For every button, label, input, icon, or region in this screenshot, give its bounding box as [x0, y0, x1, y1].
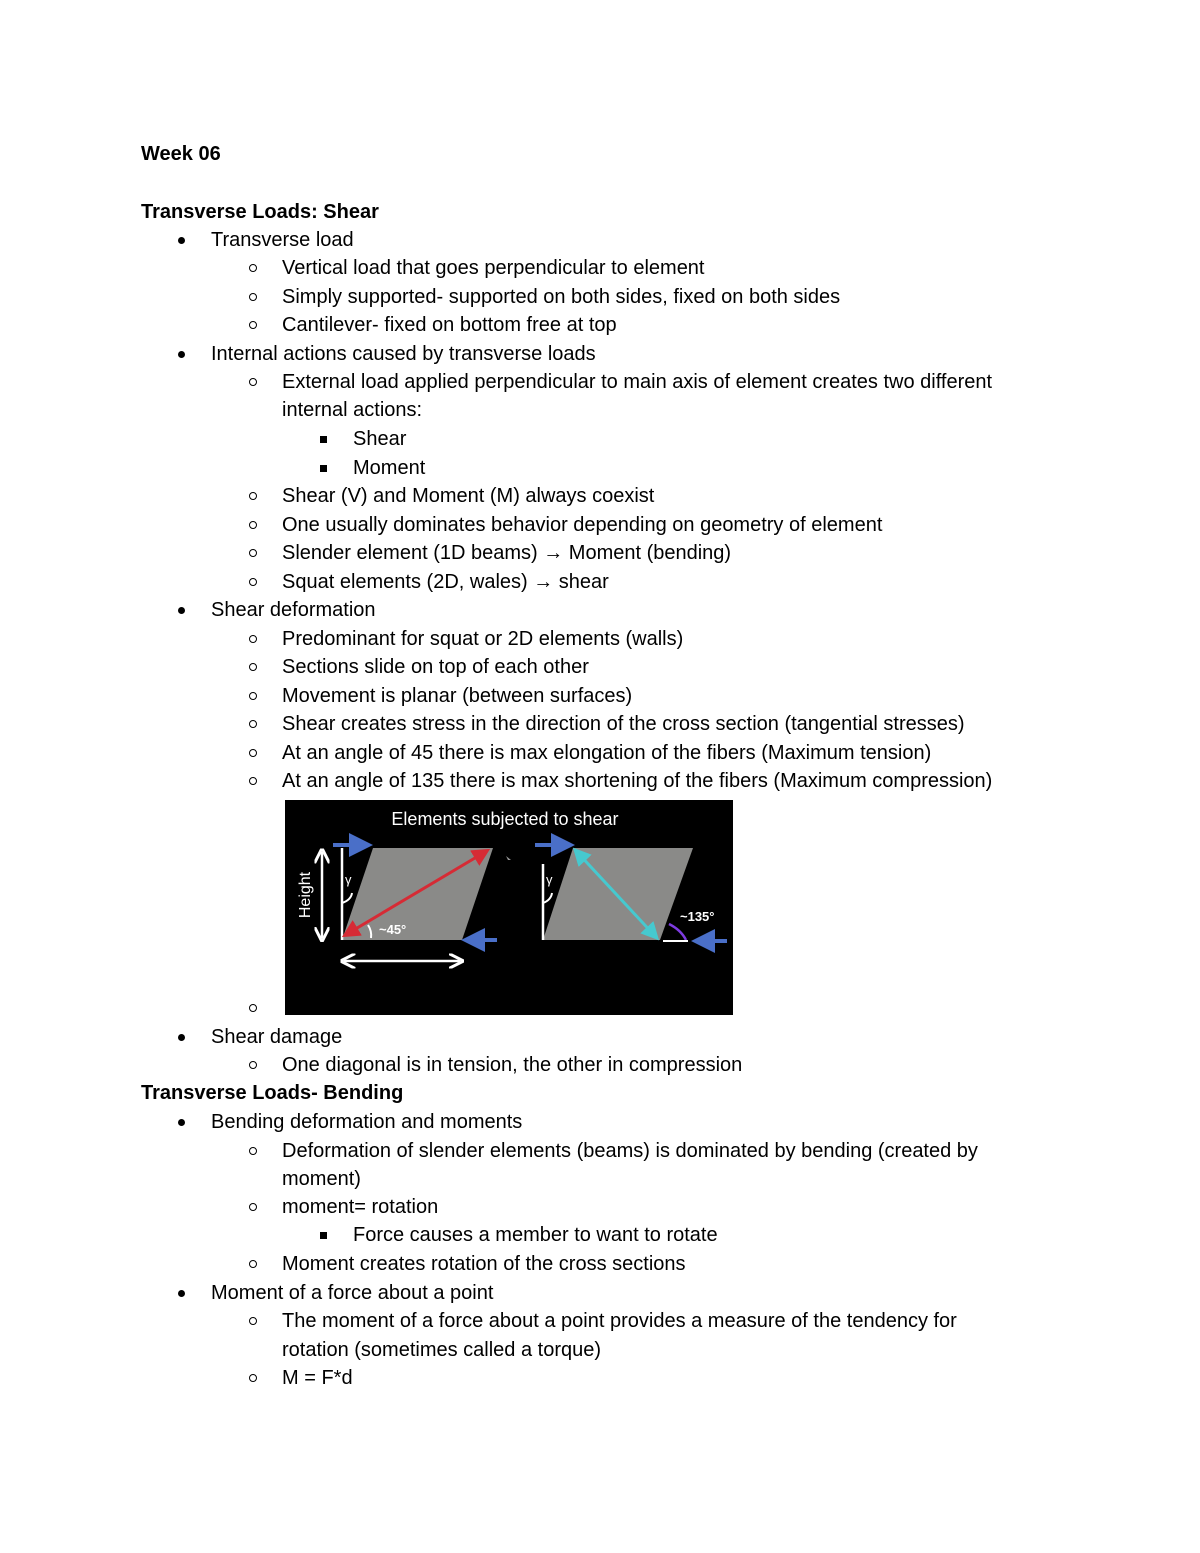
circle-bullet-icon: [249, 692, 257, 700]
section-heading-shear: Transverse Loads: Shear: [141, 201, 379, 223]
list-item: moment= rotation: [282, 1196, 439, 1218]
square-bullet-icon: [320, 465, 327, 472]
circle-bullet-icon: [249, 1374, 257, 1382]
circle-bullet-icon: [249, 378, 257, 386]
circle-bullet-icon: [249, 1147, 257, 1155]
bullet-icon: [178, 1290, 185, 1297]
circle-bullet-icon: [249, 321, 257, 329]
list-item: Bending deformation and moments: [211, 1111, 523, 1133]
list-item: Simply supported- supported on both sides, fixed on both sides: [282, 286, 841, 308]
list-item: Moment creates rotation of the cross sections: [282, 1253, 686, 1275]
list-item: Shear creates stress in the direction of the cross section (tangential stresses): [282, 713, 965, 735]
list-item: External load applied perpendicular to main axis of element creates two different: [282, 371, 993, 393]
list-item: Predominant for squat or 2D elements (walls): [282, 628, 684, 650]
list-item: At an angle of 135 there is max shortening of the fibers (Maximum compression): [282, 770, 993, 792]
bullet-icon: [178, 607, 185, 614]
list-item: The moment of a force about a point provides a measure of the tendency for: [282, 1310, 957, 1332]
list-item: One usually dominates behavior depending on geometry of element: [282, 514, 883, 536]
angle-arc-135: [669, 924, 686, 940]
list-item: Sections slide on top of each other: [282, 656, 589, 678]
gamma-arc: [342, 893, 352, 903]
bullet-icon: [178, 1119, 185, 1126]
circle-bullet-icon: [249, 492, 257, 500]
list-item: Shear: [353, 428, 407, 450]
list-item: At an angle of 45 there is max elongation of the fibers (Maximum tension): [282, 742, 932, 764]
circle-bullet-icon: [249, 1061, 257, 1069]
bullet-icon: [178, 237, 185, 244]
gamma-label: γ: [345, 872, 352, 887]
circle-bullet-icon: [249, 293, 257, 301]
circle-bullet-icon: [249, 1004, 257, 1012]
angle-label-135: ~135°: [680, 909, 715, 924]
circle-bullet-icon: [249, 521, 257, 529]
shear-diagram-image: [285, 800, 733, 1015]
circle-bullet-icon: [249, 1317, 257, 1325]
cursor-icon: [506, 856, 511, 860]
square-bullet-icon: [320, 1232, 327, 1239]
list-item-continued: rotation (sometimes called a torque): [282, 1339, 602, 1361]
list-item-continued: moment): [282, 1168, 361, 1190]
circle-bullet-icon: [249, 549, 257, 557]
list-item: Internal actions caused by transverse loads: [211, 343, 596, 365]
list-item: One diagonal is in tension, the other in compression: [282, 1054, 743, 1076]
circle-bullet-icon: [249, 635, 257, 643]
bullet-icon: [178, 351, 185, 358]
section-heading-bending: Transverse Loads- Bending: [141, 1082, 404, 1104]
gamma-label: γ: [546, 872, 553, 887]
list-item: Moment: [353, 457, 426, 479]
list-item: Shear (V) and Moment (M) always coexist: [282, 485, 655, 507]
circle-bullet-icon: [249, 578, 257, 586]
list-item: Vertical load that goes perpendicular to element: [282, 257, 705, 279]
figure-title: Elements subjected to shear: [391, 809, 619, 829]
angle-label-45: ~45°: [379, 922, 407, 937]
circle-bullet-icon: [249, 1203, 257, 1211]
list-item: M = F*d: [282, 1367, 353, 1389]
list-item: Movement is planar (between surfaces): [282, 685, 633, 707]
circle-bullet-icon: [249, 264, 257, 272]
list-item: Moment of a force about a point: [211, 1282, 494, 1304]
list-item: Force causes a member to want to rotate: [353, 1224, 718, 1246]
list-item: Slender element (1D beams) → Moment (bending): [282, 542, 732, 564]
circle-bullet-icon: [249, 749, 257, 757]
gamma-arc: [543, 893, 552, 903]
list-item: Transverse load: [211, 229, 354, 251]
list-item: Squat elements (2D, wales) → shear: [282, 571, 609, 593]
list-item: Shear deformation: [211, 599, 376, 621]
list-item: Deformation of slender elements (beams) is dominated by bending (created by: [282, 1140, 978, 1162]
circle-bullet-icon: [249, 777, 257, 785]
list-item: Shear damage: [211, 1026, 343, 1048]
circle-bullet-icon: [249, 720, 257, 728]
list-item-continued: internal actions:: [282, 399, 423, 421]
circle-bullet-icon: [249, 663, 257, 671]
circle-bullet-icon: [249, 1260, 257, 1268]
square-bullet-icon: [320, 436, 327, 443]
shear-diagram: [285, 800, 733, 1015]
height-label: Height: [297, 871, 314, 919]
page-title: Week 06: [141, 143, 221, 165]
bullet-icon: [178, 1034, 185, 1041]
list-item: Cantilever- fixed on bottom free at top: [282, 314, 617, 336]
